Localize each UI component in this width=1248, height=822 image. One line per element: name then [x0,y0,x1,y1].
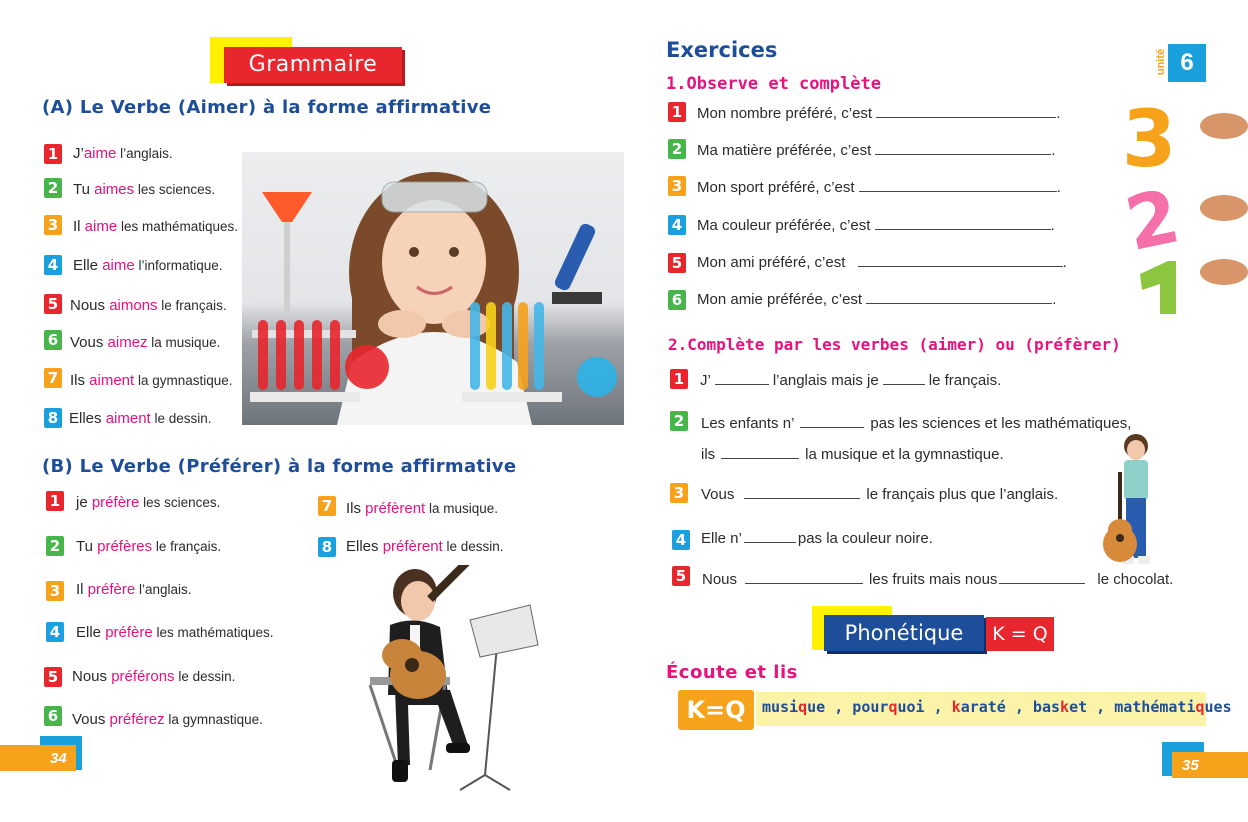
object: le français. [152,539,222,554]
num-badge: 8 [318,537,336,557]
subject: je [76,494,92,511]
num-badge: 6 [668,290,686,310]
text: Les enfants n’ [701,415,795,432]
prompt: Mon nombre préféré, c’est [697,105,873,122]
verb: préfère [91,494,140,511]
answer-blank[interactable] [745,569,863,584]
num-badge: 6 [44,330,62,350]
object: la gymnastique. [164,712,263,727]
object: l’informatique. [134,258,223,273]
object: l’anglais. [116,146,173,161]
svg-text:3: 3 [1122,96,1177,185]
prompt: Mon amie préférée, c’est [697,291,863,308]
preferer-line-6 [72,710,263,730]
verb: préférons [111,668,175,685]
boy-guitar-photo [350,565,550,815]
object: les sciences. [134,182,216,197]
preferer-line-5 [72,667,235,687]
girl-science-photo [242,152,624,425]
verb: aimez [107,334,148,351]
num-badge: 1 [44,144,62,164]
object: les mathématiques. [152,625,274,640]
num-badge: 5 [668,253,686,273]
object: les mathématiques. [117,219,238,234]
text: pas la couleur noire. [797,530,933,547]
num-badge: 1 [670,369,688,389]
phonetique-title: Phonétique [844,621,964,645]
verb: aiment [105,410,151,427]
subject: Il [76,581,88,598]
word-letter-q: q [888,698,898,716]
num-badge: 1 [46,491,64,511]
verb: préfère [87,581,136,598]
listen-title: Écoute et lis [666,662,798,683]
unit-number: 6 [1180,49,1194,76]
subject: Tu [73,181,95,198]
exercise-2-title: 2.Complète par les verbes (aimer) ou (préfèrer) [668,335,1121,354]
page-number-left: 34 [50,750,67,767]
object: le dessin. [150,411,212,426]
ex1-line-5 [697,252,1067,273]
subject: Nous [70,297,110,314]
period: . [1051,142,1056,159]
ex1-line-1 [697,103,1060,124]
text: J’ [700,372,711,389]
text: Vous [701,486,735,503]
word-part: et , mathémati [1069,698,1196,716]
text: les fruits mais nous [869,571,998,588]
ex2-line-2b [701,444,1004,465]
num-badge: 4 [668,215,686,235]
phonetique-banner [824,615,984,651]
word-letter-q: q [1195,698,1205,716]
num-badge: 8 [44,408,62,428]
object: le français. [157,298,227,313]
word-letter-q: q [798,698,808,716]
verb: préfères [97,538,153,555]
subject: J’ [73,145,84,162]
subject: Il [73,218,85,235]
verb: aime [83,145,117,162]
ex1-line-3 [697,177,1061,198]
kq-words [762,698,1232,716]
phonetique-rule-text: K = Q [992,623,1048,645]
text: Nous [702,571,738,588]
object: l’anglais. [135,582,192,597]
text: la musique et la gymnastique. [805,446,1004,463]
unit-label: unité [1155,48,1168,76]
word-part: musi [762,698,799,716]
answer-blank[interactable] [866,289,1052,304]
aimer-line-1 [73,144,173,164]
preferer-line-3 [76,580,191,600]
answer-blank[interactable] [883,370,925,385]
ex1-line-4 [697,215,1055,236]
text: l’anglais mais je [772,372,879,389]
prompt: Ma couleur préférée, c’est [697,217,871,234]
num-badge: 5 [44,667,62,687]
kq-badge [678,690,754,730]
preferer-line-4 [76,623,274,643]
word-part: uoi , [897,698,952,716]
subject: Elles [346,538,383,555]
num-badge: 4 [672,530,690,550]
num-badge: 4 [46,622,64,642]
num-badge: 7 [44,368,62,388]
object: le dessin. [442,539,504,554]
period: . [1050,217,1055,234]
verb: préférez [109,711,165,728]
text: le français plus que l’anglais. [866,486,1059,503]
ex2-line-4 [701,528,933,549]
object: la musique. [425,501,499,516]
subject: Ils [346,500,366,517]
aimer-line-5 [70,296,227,316]
num-badge: 2 [44,178,62,198]
subject: Ils [70,372,90,389]
preferer-line-2 [76,537,221,557]
num-badge: 4 [44,255,62,275]
answer-blank[interactable] [858,252,1063,267]
svg-text:2: 2 [1120,173,1187,269]
period: . [1056,105,1061,122]
prompt: Mon sport préféré, c’est [697,179,855,196]
period: . [1056,179,1061,196]
ex1-line-2 [697,140,1056,161]
text: Elle n’ [701,530,742,547]
text: pas les sciences et les mathématiques, [870,415,1132,432]
phonetique-rule [986,617,1054,651]
section-b-title: (B) Le Verbe (Préférer) à la forme affirmative [42,456,517,477]
ex1-line-6 [697,289,1056,310]
num-badge: 5 [44,294,62,314]
num-badge: 5 [672,566,690,586]
ex2-line-3 [701,484,1058,505]
answer-blank[interactable] [875,140,1051,155]
verb: préfère [105,624,153,641]
prompt: Mon ami préféré, c’est [697,254,846,271]
verb: aime [102,257,135,274]
object: le dessin. [174,669,236,684]
text: le français. [928,372,1002,389]
num-badge: 6 [44,706,62,726]
object: la gymnastique. [134,373,233,388]
subject: Vous [70,334,108,351]
word-part: araté , bas [960,698,1061,716]
grammaire-title: Grammaire [248,52,378,77]
exercices-title: Exercices [666,38,778,62]
answer-blank[interactable] [721,444,799,459]
subject: Tu [76,538,98,555]
num-badge: 2 [46,536,64,556]
preferer-line-7 [346,499,498,519]
word-letter-k: k [1060,698,1070,716]
subject: Nous [72,668,112,685]
answer-blank[interactable] [859,177,1057,192]
aimer-line-3 [73,217,238,237]
exercise-1-title: 1.Observe et complète [666,74,881,94]
num-badge: 3 [668,176,686,196]
subject: Vous [72,711,110,728]
answer-blank[interactable] [875,215,1051,230]
verb: aimons [109,297,158,314]
answer-blank[interactable] [715,370,769,385]
prompt: Ma matière préférée, c’est [697,142,872,159]
num-badge: 3 [670,483,688,503]
boy-standing-guitar-photo [1100,432,1170,566]
answer-blank[interactable] [876,103,1056,118]
section-a-title: (A) Le Verbe (Aimer) à la forme affirmative [42,97,492,118]
verb: préfèrent [365,500,426,517]
ex2-line-5 [702,569,1173,590]
preferer-line-1 [76,493,220,513]
grammaire-header [224,47,402,83]
verb: aiment [89,372,135,389]
aimer-line-2 [73,180,215,200]
object: la musique. [147,335,221,350]
preferer-line-8 [346,537,504,557]
ex2-line-2a [701,413,1131,434]
num-badge: 2 [668,139,686,159]
numbers-123-illustration [1120,96,1248,316]
kq-badge-text: K=Q [686,696,746,724]
words-strip [676,690,1232,732]
subject: Elle [76,624,106,641]
period: . [1062,254,1067,271]
word-part: ues [1204,698,1232,716]
unit-number-box [1168,44,1206,82]
verb: aime [84,218,118,235]
verb: aimes [94,181,135,198]
word-letter-k: k [951,698,961,716]
word-part: ue , pour [807,698,889,716]
answer-blank[interactable] [999,569,1085,584]
answer-blank[interactable] [744,528,796,543]
period: . [1052,291,1057,308]
unit-tab [1150,38,1206,82]
object: les sciences. [139,495,221,510]
page-number-right: 35 [1182,757,1199,774]
answer-blank[interactable] [800,413,864,428]
num-badge: 3 [44,215,62,235]
aimer-line-4 [73,256,223,276]
ex2-line-1 [700,370,1001,391]
num-badge: 7 [318,496,336,516]
num-badge: 1 [668,102,686,122]
aimer-line-8 [69,409,212,429]
num-badge: 2 [670,411,688,431]
subject: Elles [69,410,106,427]
verb: préfèrent [382,538,443,555]
aimer-line-7 [70,371,233,391]
num-badge: 3 [46,581,64,601]
text: ils [701,446,716,463]
text: le chocolat. [1097,571,1174,588]
subject: Elle [73,257,103,274]
aimer-line-6 [70,333,220,353]
answer-blank[interactable] [744,484,860,499]
